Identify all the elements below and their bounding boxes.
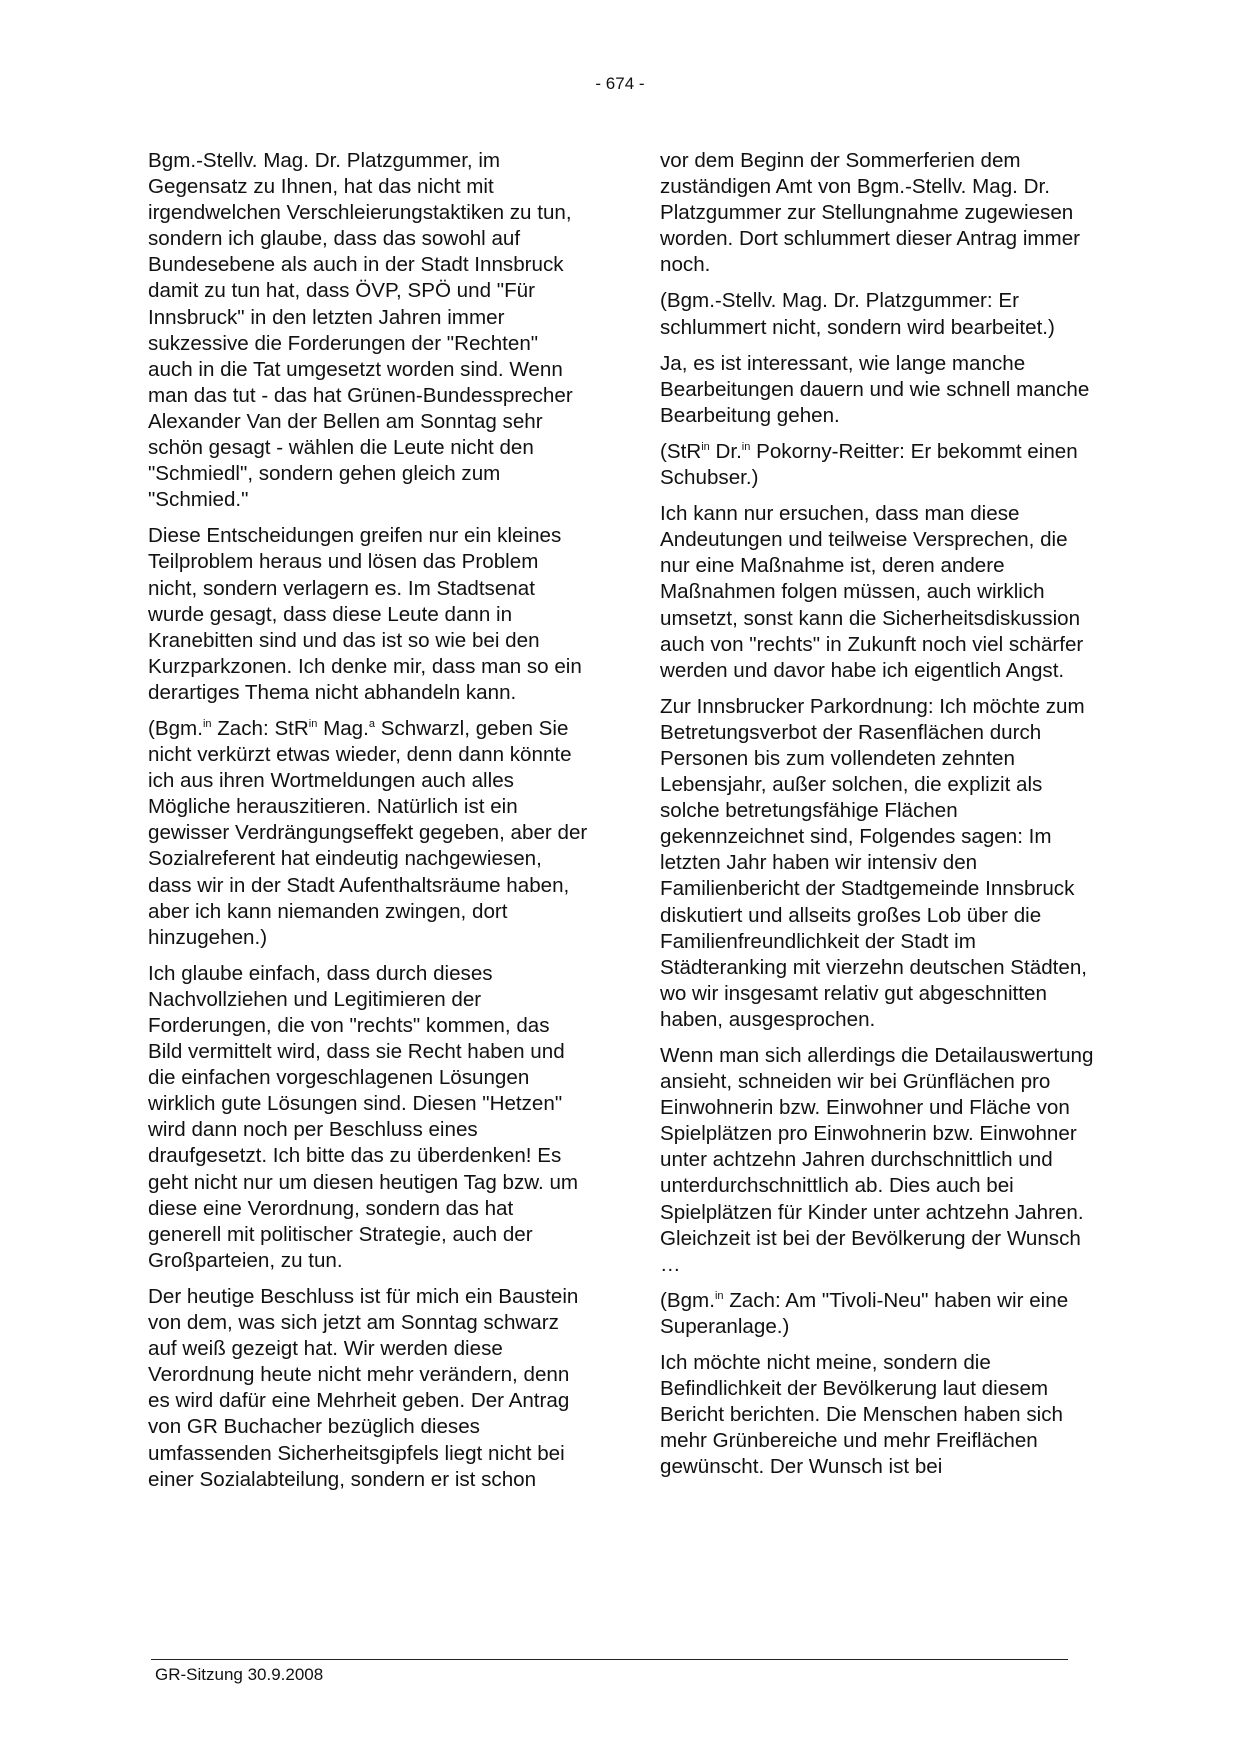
paragraph: Bgm.-Stellv. Mag. Dr. Platzgummer, im Gegensatz zu Ihnen, hat das nicht mit irgendwelchen Verschleierungstaktiken zu tun, sondern ich glaube, dass das sowohl auf Bundesebene als auch in der Stadt Innsbruck damit zu tun hat, dass ÖVP, SPÖ und "Für Innsbruck" in den letzten Jahren immer sukzessive die Forderungen der "Rechten" auch in die Tat umgesetzt worden sind. Wenn man das tut - das hat Grünen-Bundessprecher Alexander Van der Bellen am Sonntag sehr schön gesagt - wählen die Leute nicht den "Schmiedl", sondern gehen gleich zum "Schmied." [148,149,573,512]
paragraph: Zur Innsbrucker Parkordnung: Ich möchte zum Betretungsverbot der Rasenflächen durch Personen bis zum vollendeten zehnten Lebensjahr, außer solchen, die explizit als solche betretungsfähige Flächen gekennzeichnet sind, Folgendes sagen: Im letzten Jahr haben wir intensiv den Familienbericht der Stadtgemeinde Innsbruck diskutiert und allseits großes Lob über die Familienfreundlichkeit der Stadt im Städteranking mit vierzehn deutschen Städten, wo wir insgesamt relativ gut abgeschnitten haben, ausgesprochen. [660,694,1088,1031]
text-run: Zach: Am "Tivoli-Neu" haben wir eine Superanlage.) [660,1288,1069,1338]
paragraph: Ich kann nur ersuchen, dass man diese Andeutungen und teilweise Versprechen, die nur eine Maßnahme ist, deren andere Maßnahmen folgen müssen, auch wirklich umsetzt, sonst kann die Sicherheitsdiskussion auch von "rechts" in Zukunft noch viel schärfer werden und davor habe ich eigentlich Angst. [660,502,1084,682]
text-run: Dr. [709,439,742,463]
paragraph: Diese Entscheidungen greifen nur ein kleines Teilproblem heraus und lösen das Problem nicht, sondern verlagern es. Im Stadtsenat wurde gesagt, dass diese Leute dann in Kranebitten sind und das ist so wie bei den Kurzparkzonen. Ich denke mir, dass man so ein derartiges Thema nicht abhandeln kann. [148,524,582,704]
superscript: in [202,717,212,730]
text-run: Zach: StR [211,716,309,740]
text-run: (StR [660,439,702,463]
paragraph: Der heutige Beschluss ist für mich ein Baustein von dem, was sich jetzt am Sonntag schwarz auf weiß gezeigt hat. Wir werden diese Verordnung heute nicht mehr verändern, denn es wird dafür eine Mehrheit geben. Der Antrag von GR Buchacher bezüglich dieses umfassenden Sicherheitsgipfels liegt nicht bei einer Sozialabteilung, sondern er ist schon [148,1284,579,1491]
right-column [660,148,1100,1491]
text-run: Schwarzl, geben Sie nicht verkürzt etwas wieder, denn dann könnte ich aus ihren Wortmeldungen auch alles Mögliche herauszitieren. Natürlich ist ein gewisser Verdrängungseffekt gegeben, aber der Sozialreferent hat eindeutig nachgewiesen, dass wir in der Stadt Aufenthaltsräume haben, aber ich kann niemanden zwingen, dort hinzugehen.) [148,716,588,949]
paragraph: Wenn man sich allerdings die Detailauswertung ansieht, schneiden wir bei Grünflächen pro Einwohnerin bzw. Einwohner und Fläche von Spielplätzen pro Einwohnerin bzw. Einwohner unter achtzehn Jahren durchschnittlich und unterdurchschnittlich ab. Dies auch bei Spielplätzen für Kinder unter achtzehn Jahren. Gleichzeit ist bei der Bevölkerung der Wunsch … [660,1044,1094,1276]
paragraph: vor dem Beginn der Sommerferien dem zuständigen Amt von Bgm.-Stellv. Mag. Dr. Platzgummer zur Stellungnahme zugewiesen worden. Dort schlummert dieser Antrag immer noch. [660,149,1081,277]
footer-session-date: GR-Sitzung 30.9.2008 [155,1665,324,1684]
paragraph: Ich möchte nicht meine, sondern die Befindlichkeit der Bevölkerung laut diesem Bericht berichten. Die Menschen haben sich mehr Grünbereiche und mehr Freiflächen gewünscht. Der Wunsch ist bei [660,1351,1063,1479]
text-run: Mag. [317,716,369,740]
superscript: a [368,717,375,730]
superscript: in [701,440,710,453]
superscript: in [714,1289,724,1302]
left-column [148,148,588,1503]
paragraph [660,1288,1100,1340]
page-number: - 674 - [595,74,645,93]
paragraph: Ich glaube einfach, dass durch dieses Nachvollziehen und Legitimieren der Forderungen, die von "rechts" kommen, das Bild vermittelt wird, dass sie Recht haben und die einfachen vorgeschlagenen Lösungen wirklich gute Lösungen sind. Diesen "Hetzen" wird dann noch per Beschluss eines draufgesetzt. Ich bitte das zu überdenken! Es geht nicht nur um diesen heutigen Tag bzw. um diese eine Verordnung, sondern das hat generell mit politischer Strategie, auch der Großparteien, zu tun. [148,961,579,1272]
paragraph: (Bgm.-Stellv. Mag. Dr. Platzgummer: Er schlummert nicht, sondern wird bearbeitet.) [660,289,1055,339]
superscript: in [741,440,751,453]
text-run: (Bgm. [148,716,203,740]
footer-divider [151,1659,1068,1660]
text-run: Pokorny-Reitter: Er bekommt einen Schubser.) [660,439,1078,490]
paragraph [148,716,588,951]
superscript: in [308,717,318,730]
paragraph: Ja, es ist interessant, wie lange manche Bearbeitungen dauern und wie schnell manche Bearbeitung gehen. [660,351,1090,427]
paragraph [660,439,1100,491]
text-run: (Bgm. [660,1288,715,1312]
